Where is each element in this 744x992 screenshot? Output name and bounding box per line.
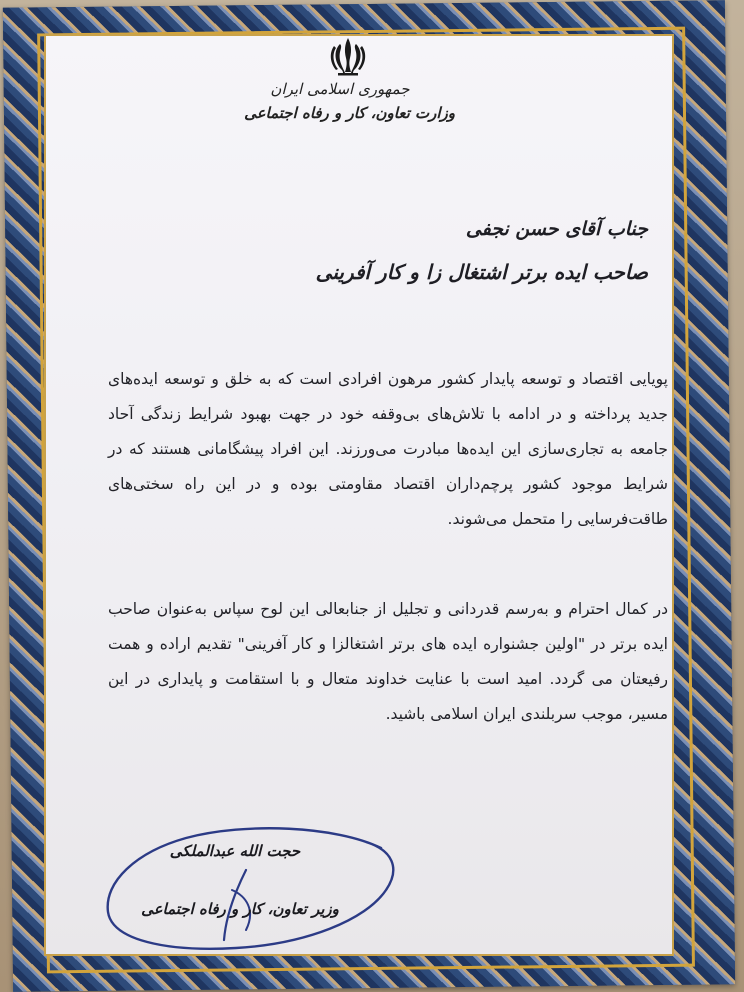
republic-header: جمهوری اسلامی ایران	[270, 80, 410, 98]
recipient-name: جناب آقای حسن نجفی	[465, 218, 648, 240]
signatory-name: حجت الله عبدالملکی	[169, 842, 301, 860]
body-paragraph-1: پویایی اقتصاد و توسعه پایدار کشور مرهون افرادی است که به خلق و توسعه ایده‌های جدید پرداخته و در ادامه با تلاش‌های بی‌وقفه خود در جهت بهبود شرایط زندگی آحاد جامعه به تجاری‌سازی این ایده‌ها مبادرت می‌ورزند. این افراد پیشگامانی هستند که در شرایط موجود کشور پرچم‌داران اقتصاد مقاومتی بوده و در این راه سختی‌های طاقت‌فرسایی را متحمل می‌شوند.	[108, 370, 668, 528]
body-paragraph-2: در کمال احترام و به‌رسم قدردانی و تجلیل از جنابعالی این لوح سپاس به‌عنوان صاحب ایده برتر در "اولین جشنواره ایده های برتر اشتغالزا و کار آفرینی" تقدیم اراده و همت رفیعتان می گردد. امید است با عنایت خداوند متعال و با استقامت و پایداری در این مسیر، موجب سربلندی ایران اسلامی باشید.	[108, 600, 668, 723]
signatory-title: وزیر تعاون، کار و رفاه اجتماعی	[141, 900, 339, 918]
iran-emblem-icon	[326, 36, 370, 76]
recipient-title: صاحب ایده برتر اشتغال زا و کار آفرینی	[315, 260, 648, 284]
ministry-header: وزارت تعاون، کار و رفاه اجتماعی	[244, 104, 455, 122]
signature-scribble	[96, 820, 396, 956]
